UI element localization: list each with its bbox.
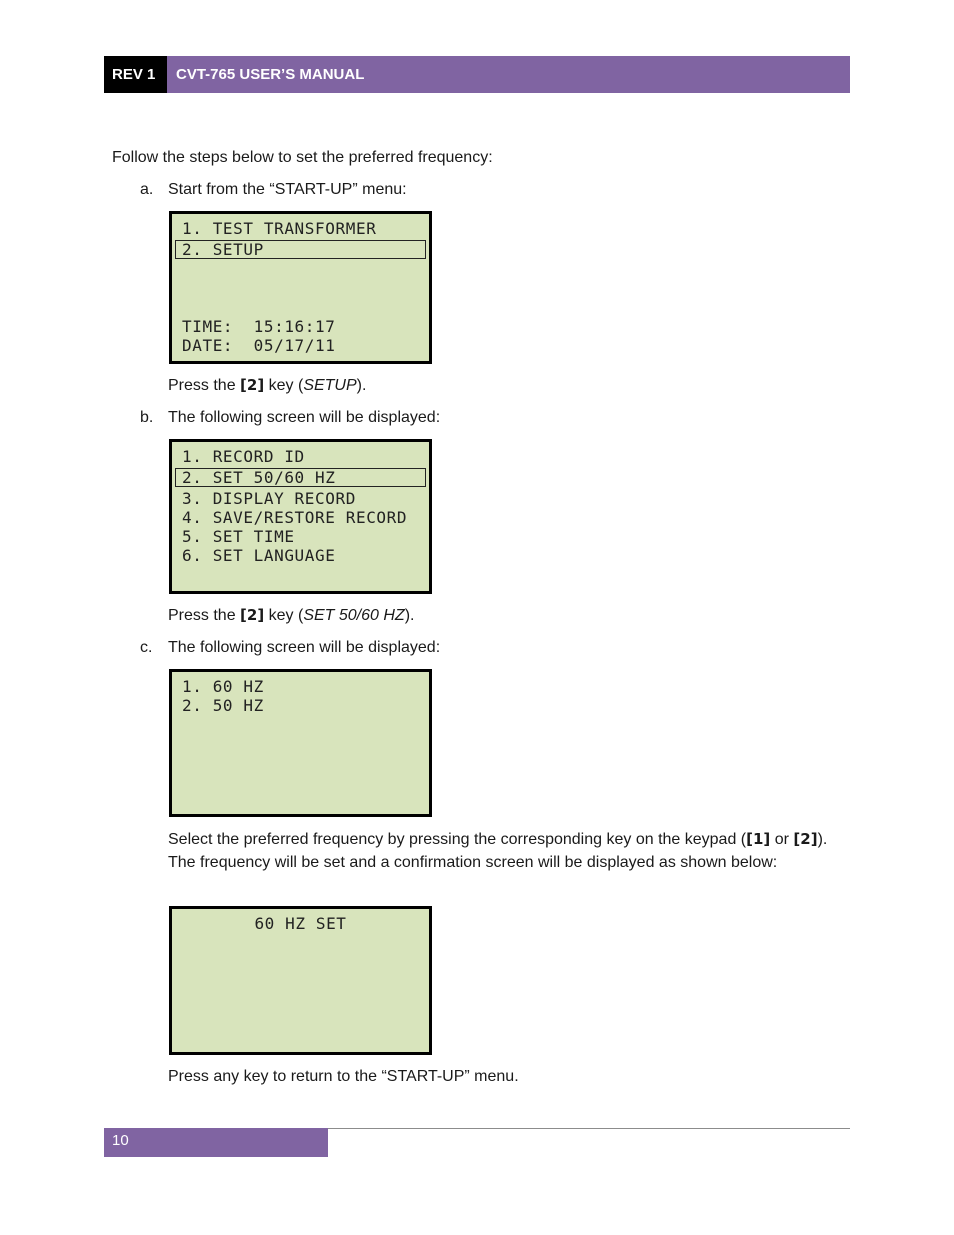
lcd-highlighted-line: 2. SET 50/60 HZ [175, 468, 426, 487]
lcd-frequency-screen [169, 669, 432, 817]
return-instruction: Press any key to return to the “START-UP” menu. [168, 1068, 519, 1085]
lcd-line: 5. SET TIME [182, 527, 295, 546]
lcd-line: 2. 50 HZ [182, 696, 264, 715]
key-label: [1] [746, 830, 771, 848]
press-set-frequency-instruction: Press the [2] key (SET 50/60 HZ). [168, 606, 415, 624]
lcd-line: 60 HZ SET [254, 914, 347, 933]
page-number: 10 [104, 1128, 328, 1157]
lcd-line: DATE: 05/17/11 [182, 336, 336, 355]
manual-title: CVT-765 USER’S MANUAL [167, 56, 850, 93]
key-label: [2] [240, 606, 265, 624]
lcd-setup-screen [169, 439, 432, 594]
step-b-text: The following screen will be displayed: [168, 409, 441, 426]
key-label: [2] [793, 830, 818, 848]
lcd-confirmation-screen [169, 906, 432, 1055]
step-c-marker: c. [140, 639, 153, 656]
lcd-line: 1. 60 HZ [182, 677, 264, 696]
lcd-line: 6. SET LANGUAGE [182, 546, 336, 565]
lcd-line: 1. TEST TRANSFORMER [182, 219, 377, 238]
lcd-line: 1. RECORD ID [182, 447, 305, 466]
key-label: [2] [240, 376, 265, 394]
lcd-line: TIME: 15:16:17 [182, 317, 336, 336]
step-a-text: Start from the “START-UP” menu: [168, 181, 407, 198]
intro-text: Follow the steps below to set the preferred frequency: [112, 149, 493, 166]
revision-label: REV 1 [104, 56, 167, 93]
step-b-marker: b. [140, 409, 154, 426]
lcd-startup-screen [169, 211, 432, 364]
step-c-text: The following screen will be displayed: [168, 639, 441, 656]
page-header [104, 56, 850, 93]
step-a-marker: a. [140, 181, 154, 198]
select-frequency-instruction: Select the preferred frequency by pressing the corresponding key on the keypad ([1] or [2]). The frequency will be set and a confirmation screen will be displayed as shown below: [168, 830, 828, 871]
lcd-line: 4. SAVE/RESTORE RECORD [182, 508, 408, 527]
lcd-line: 3. DISPLAY RECORD [182, 489, 356, 508]
lcd-highlighted-line: 2. SETUP [175, 240, 426, 259]
press-setup-instruction: Press the [2] key (SETUP). [168, 376, 367, 394]
